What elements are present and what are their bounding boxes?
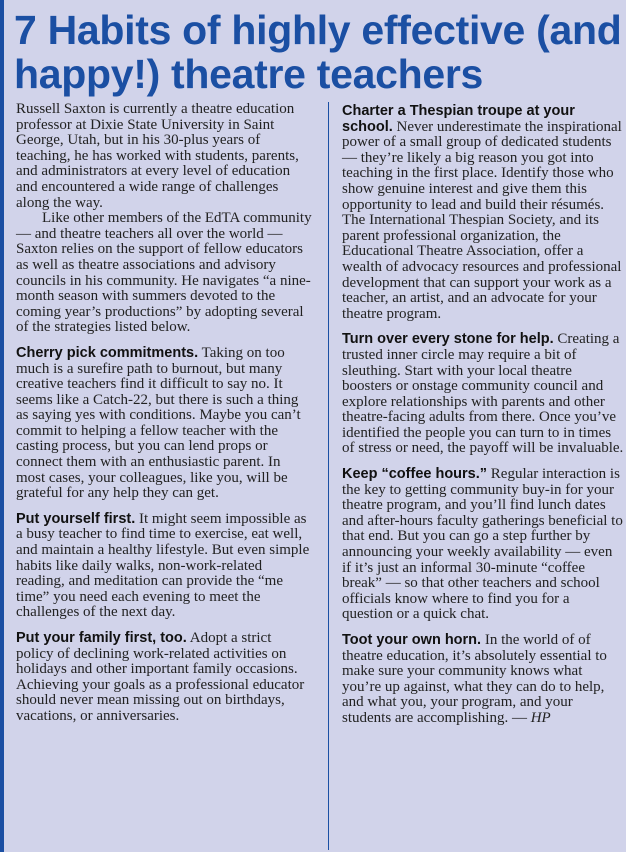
habit-body: Creating a trusted inner circle may require a bit of sleuthing. Start with your local theatre boosters or onstage community council and explore relationships with parents and other theatre-facing adults from there. Once you’ve identified the people you can turn to in times of stress or need, the payoff will be invaluable.	[342, 331, 624, 457]
habit-item	[16, 346, 312, 502]
habit-body: Taking on too much is a surefire path to burnout, but many creative teachers find it difficult to say no. It seems like a Catch-22, but there is such a thing as saying yes with conditions. Maybe you can’t commit to helping a fellow teacher with the casting process, but you can lend props or connect them with an enthusiastic parent. In most cases, your colleagues, like you, will be grateful for any help they can get.	[16, 344, 301, 502]
habit-item	[342, 104, 624, 322]
habit-heading: Charter a Thespian troupe at your school.	[342, 103, 575, 135]
habit-body: Never underestimate the inspirational power of a small group of dedicated students — they’re likely a big reason you got into teaching in the first place. Identify those who show genuine interest and give them this opportunity to lead and build their résumés. The International Thespian Society, and its parent professional organization, the Educational Theatre Association, offer a wealth of advocacy resources and professional development that can support your work as a teacher, an artist, and an advocate for your theatre program.	[342, 118, 622, 322]
habit-heading: Put your family first, too.	[16, 630, 187, 646]
intro-paragraph: Russell Saxton is currently a theatre education professor at Dixie State University in Saint George, Utah, but in his 30-plus years of teaching, he has worked with students, parents, and administrators at every level of education and encountered a wide range of challenges along the way.	[16, 101, 299, 211]
habit-item	[16, 631, 312, 725]
column-divider	[328, 102, 329, 850]
habit-body: Regular interaction is the key to getting community buy-in for your theatre program, and you’ll find lunch dates and after-hours faculty gatherings beneficial to that end. But you can go a step further by announcing your weekly availability — even if it’s just an informal 30-minute “coffee break” — so that other teachers and school officials know where to find you for a question or a quick chat.	[342, 466, 623, 623]
habit-heading: Keep “coffee hours.”	[342, 466, 488, 483]
author-initials: HP	[530, 709, 551, 726]
habit-body: Adopt a strict policy of declining work-related activities on holidays and other important family occasions. Achieving your goals as a professional educator should never mean missing out on birthdays, vacations, or anniversaries.	[16, 630, 305, 724]
habit-item	[342, 467, 624, 623]
habit-body: It might seem impossible as a busy teacher to find time to exercise, eat well, and maintain a healthy lifestyle. But even simple habits like daily walks, non-work-related reading, and meditation can provide the “me time” you need each evening to meet the challenges of the next day.	[16, 510, 310, 621]
habit-heading: Put yourself first.	[16, 510, 136, 527]
left-column	[16, 102, 312, 735]
article-title: 7 Habits of highly effective (and happy!) theatre teachers	[14, 7, 622, 97]
habit-heading: Cherry pick commitments.	[16, 344, 199, 361]
habit-item	[342, 332, 624, 457]
habit-heading: Turn over every stone for help.	[342, 331, 554, 348]
habit-heading: Toot your own horn.	[342, 632, 482, 648]
habit-item	[342, 633, 624, 727]
right-column	[342, 104, 624, 737]
habit-item	[16, 512, 312, 621]
intro-paragraph: Like other members of the EdTA community — and theatre teachers all over the world — Saxton relies on the support of fellow educators as well as theatre associations and advisory councils in his community. He navigates “a nine-month season with summers devoted to the coming year’s productions” by adopting several of the strategies listed below.	[16, 210, 312, 336]
habit-body: In the world of of theatre education, it’s absolutely essential to make sure your community knows what you’re up against, what they can do to help, and what you, your program, and your students are accomplishing. —	[342, 632, 607, 726]
